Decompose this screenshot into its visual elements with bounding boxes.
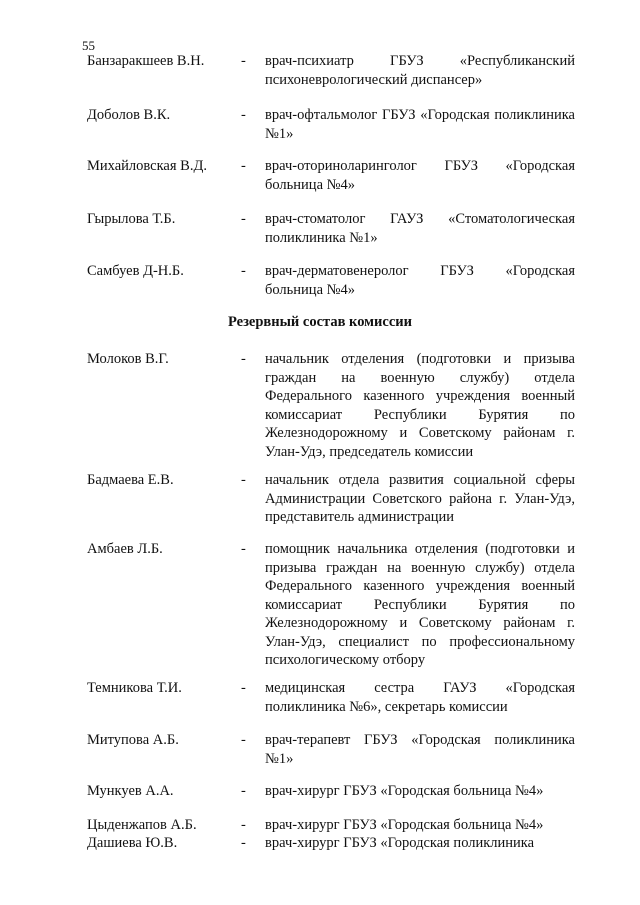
member-description: помощник начальника отделения (подготовки и призыва граждан на военную службу) отдела Федерального казенного учреждения военный комиссариат Республики Бурятия по Железнодорожному и Советскому районам г. Улан-Удэ, специалист по профессиональному психологическому отбору xyxy=(265,541,575,668)
member-dash: - xyxy=(241,53,246,69)
member-dash: - xyxy=(241,107,246,123)
member-description: врач-хирург ГБУЗ «Городская больница №4» xyxy=(265,817,544,833)
member-name: Доболов В.К. xyxy=(87,107,171,123)
member-description: врач-терапевт ГБУЗ «Городская поликлиника №1» xyxy=(265,732,575,767)
member-name: Бадмаева Е.В. xyxy=(87,472,174,488)
member-name: Цыденжапов А.Б. xyxy=(87,817,197,833)
member-dash: - xyxy=(241,158,246,174)
member-description: врач-стоматолог ГАУЗ «Стоматологическая поликлиника №1» xyxy=(265,211,575,246)
member-dash: - xyxy=(241,541,246,557)
section-title: Резервный состав комиссии xyxy=(228,314,412,330)
member-dash: - xyxy=(241,263,246,279)
page-number: 55 xyxy=(82,38,95,53)
member-description: врач-оториноларинголог ГБУЗ «Городская больница №4» xyxy=(265,158,575,193)
member-description: врач-психиатр ГБУЗ «Республиканский психоневрологический диспансер» xyxy=(265,53,575,88)
member-name: Дашиева Ю.В. xyxy=(87,835,178,851)
member-dash: - xyxy=(241,472,246,488)
member-name: Михайловская В.Д. xyxy=(87,158,207,174)
member-name: Митупова А.Б. xyxy=(87,732,179,748)
member-description: врач-хирург ГБУЗ «Городская больница №4» xyxy=(265,783,544,799)
member-description: врач-хирург ГБУЗ «Городская поликлиника xyxy=(265,835,535,851)
member-dash: - xyxy=(241,680,246,696)
member-dash: - xyxy=(241,817,246,833)
member-dash: - xyxy=(241,835,246,851)
member-name: Гырылова Т.Б. xyxy=(87,211,176,227)
member-dash: - xyxy=(241,211,246,227)
member-description: врач-дерматовенеролог ГБУЗ «Городская больница №4» xyxy=(265,263,575,298)
member-name: Мункуев А.А. xyxy=(87,783,174,799)
member-description: начальник отделения (подготовки и призыва граждан на военную службу) отдела Федерального казенного учреждения военный комиссариат Республики Бурятия по Железнодорожному и Советскому районам г. Улан-Удэ, председатель комиссии xyxy=(265,351,575,460)
member-name: Амбаев Л.Б. xyxy=(87,541,163,557)
member-dash: - xyxy=(241,732,246,748)
member-name: Темникова Т.И. xyxy=(87,680,182,696)
member-description: начальник отдела развития социальной сферы Администрации Советского района г. Улан-Удэ, представитель администрации xyxy=(265,472,575,525)
member-name: Самбуев Д-Н.Б. xyxy=(87,263,184,279)
member-dash: - xyxy=(241,783,246,799)
member-name: Молоков В.Г. xyxy=(87,351,169,367)
member-name: Банзаракшеев В.Н. xyxy=(87,53,205,69)
member-description: врач-офтальмолог ГБУЗ «Городская поликлиника №1» xyxy=(265,107,575,142)
member-dash: - xyxy=(241,351,246,367)
member-description: медицинская сестра ГАУЗ «Городская поликлиника №6», секретарь комиссии xyxy=(265,680,575,715)
